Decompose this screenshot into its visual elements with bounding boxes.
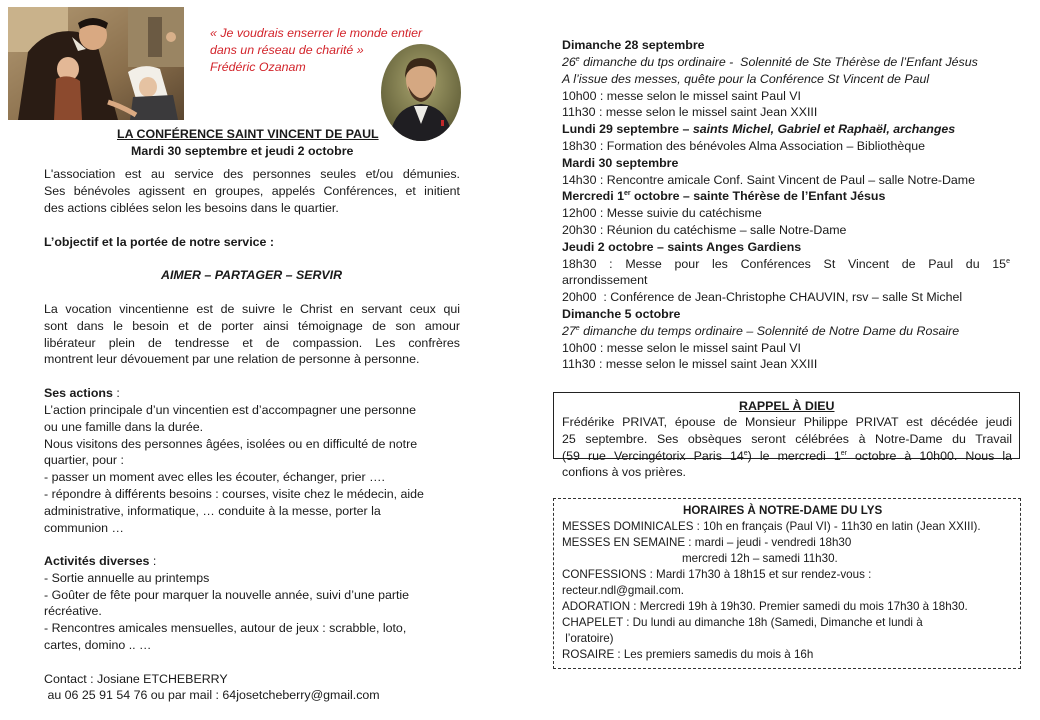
day-title: Dimanche 5 octobre	[562, 307, 681, 321]
horaires-line: MESSES DOMINICALES : 10h en français (Paul VI) - 11h30 en latin (Jean XXIII).	[562, 520, 981, 533]
vocation-line: libérateur plein de tendresse et de compassion. Les confrères	[44, 336, 460, 350]
horaires-line: l’oratoire)	[562, 632, 614, 645]
schedule-line: 14h30 : Rencontre amicale Conf. Saint Vincent de Paul – salle Notre-Dame	[562, 173, 976, 187]
day-title	[562, 121, 955, 138]
day-subtitle	[562, 323, 959, 340]
painting-image	[8, 7, 184, 120]
day-title: Mardi 30 septembre	[562, 156, 679, 170]
day-title: Dimanche 28 septembre	[562, 38, 705, 52]
schedule-line: 11h30 : messe selon le missel saint Jean XXIII	[562, 357, 818, 371]
actions-line: administrative, informatique, … conduite à la messe, porter la	[44, 504, 381, 518]
actions-line: communion …	[44, 521, 124, 535]
activities-line: - Sortie annuelle au printemps	[44, 571, 210, 585]
day-title-text: Mercredi 1	[562, 189, 624, 203]
schedule-line-cont: arrondissement	[562, 273, 648, 287]
motto: AIMER – PARTAGER – SERVIR	[161, 268, 343, 282]
contact-details[interactable]: au 06 25 91 54 76 ou par mail : 64josetcheberry@gmail.com	[44, 688, 380, 702]
day-title	[562, 188, 885, 205]
actions-line: quartier, pour :	[44, 453, 124, 467]
quote-line-1: « Je voudrais enserrer le monde entier	[210, 26, 423, 40]
ordinal-number: 27	[562, 324, 576, 338]
section-subtitle: Mardi 30 septembre et jeudi 2 octobre	[131, 144, 354, 158]
rappel-line: confions à vos prières.	[562, 465, 686, 479]
vocation-line: sont dans le besoin et de porter ainsi témoignage de son amour	[44, 319, 460, 333]
horaires-line: mercredi 12h – samedi 11h30.	[682, 552, 838, 565]
intro-line: Ses bénévoles agissent en groupes, appelés Conférences, et initient	[44, 184, 460, 198]
actions-heading	[44, 385, 120, 402]
day-title-text: octobre – sainte Thérèse de l’Enfant Jésus	[630, 189, 886, 203]
rappel-line: 25 septembre. Ses obsèques seront célébrées à Notre-Dame du Travail	[562, 432, 1012, 446]
intro-line: des actions ciblées selon les besoins dans le quartier.	[44, 201, 339, 215]
portrait-image	[381, 44, 461, 141]
actions-line: ou une famille dans la durée.	[44, 420, 204, 434]
actions-line: L’action principale d’un vincentien est d’accompagner une personne	[44, 403, 416, 417]
activities-line: cartes, domino .. …	[44, 638, 152, 652]
subtitle-text: dimanche du tps ordinaire - Solennité de Ste Thérèse de l’Enfant Jésus	[579, 55, 978, 69]
activities-line: - Goûter de fête pour marquer la nouvelle année, suivi d’une partie	[44, 588, 410, 602]
schedule-line: 11h30 : messe selon le missel saint Jean XXIII	[562, 105, 818, 119]
painting-illustration	[8, 7, 184, 120]
activities-line: - Rencontres amicales mensuelles, autour de jeux : scrabble, loto,	[44, 621, 407, 635]
horaires-line: ADORATION : Mercredi 19h à 19h30. Premier samedi du mois 17h30 à 18h30.	[562, 600, 968, 613]
horaires-line: MESSES EN SEMAINE : mardi – jeudi - vendredi 18h30	[562, 536, 852, 549]
actions-heading-text: Ses actions	[44, 386, 113, 400]
schedule-line-text: 18h30 : Messe pour les Conférences St Vincent de Paul du 15	[562, 257, 1007, 271]
schedule-line: 20h30 : Réunion du catéchisme – salle Notre-Dame	[562, 223, 847, 237]
schedule-line: 10h00 : messe selon le missel saint Paul VI	[562, 341, 801, 355]
ordinal-suffix: e	[743, 450, 748, 457]
schedule-line: 12h00 : Messe suivie du catéchisme	[562, 206, 762, 220]
activities-heading	[44, 553, 156, 570]
rappel-text: (59 rue Vercingétorix Paris 14	[562, 449, 744, 463]
intro-line: L'association est au service des personnes seules et/ou démunies.	[44, 167, 460, 181]
quote-line-2: dans un réseau de charité »	[210, 43, 364, 57]
day-subtitle	[562, 54, 978, 71]
rappel-text: octobre à 10h00. Nous la	[846, 449, 1013, 463]
ordinal-suffix: er	[840, 450, 847, 457]
ordinal-suffix: e	[1006, 258, 1010, 265]
activities-colon: :	[149, 554, 157, 568]
rappel-title: RAPPEL À DIEU	[739, 399, 835, 413]
section-title: LA CONFÉRENCE SAINT VINCENT DE PAUL	[117, 127, 379, 141]
schedule-line: 18h30 : Formation des bénévoles Alma Association – Bibliothèque	[562, 139, 925, 153]
vocation-line: La vocation vincentienne est de suivre le Christ en servant ceux qui	[44, 302, 460, 316]
actions-line: - répondre à différents besoins : courses, visite chez le médecin, aide	[44, 487, 424, 501]
ordinal-suffix: er	[623, 190, 631, 197]
horaires-line: CONFESSIONS : Mardi 17h30 à 18h15 et sur rendez-vous :	[562, 568, 872, 581]
objective-heading: L’objectif et la portée de notre service :	[44, 235, 274, 249]
ordinal-suffix: e	[575, 325, 580, 332]
quote-author: Frédéric Ozanam	[210, 60, 306, 74]
ordinal-suffix: e	[575, 56, 580, 63]
actions-line: - passer un moment avec elles les écouter, échanger, prier ….	[44, 470, 385, 484]
ordinal-number: 26	[562, 55, 576, 69]
actions-line: Nous visitons des personnes âgées, isolées ou en difficulté de notre	[44, 437, 418, 451]
day-title-text: Lundi 29 septembre –	[562, 122, 693, 136]
schedule-line: 20h00 : Conférence de Jean-Christophe CHAUVIN, rsv – salle St Michel	[562, 290, 963, 304]
schedule-line	[562, 256, 1010, 273]
day-title: Jeudi 2 octobre – saints Anges Gardiens	[562, 240, 802, 254]
contact-name: Contact : Josiane ETCHEBERRY	[44, 672, 228, 686]
subtitle-text: dimanche du temps ordinaire – Solennité de Notre Dame du Rosaire	[579, 324, 960, 338]
horaires-line: ROSAIRE : Les premiers samedis du mois à 16h	[562, 648, 814, 661]
activities-heading-text: Activités diverses	[44, 554, 150, 568]
rappel-line: Frédérike PRIVAT, épouse de Monsieur Philippe PRIVAT est décédée jeudi	[562, 415, 1012, 429]
schedule-line: 10h00 : messe selon le missel saint Paul VI	[562, 89, 801, 103]
rappel-line	[562, 448, 1012, 465]
actions-colon: :	[112, 386, 120, 400]
activities-line: récréative.	[44, 604, 102, 618]
portrait-illustration	[381, 44, 461, 141]
horaires-email[interactable]: recteur.ndl@gmail.com.	[562, 584, 684, 597]
feast-text: saints Michel, Gabriel et Raphaël, archanges	[692, 122, 956, 136]
horaires-title: HORAIRES À NOTRE-DAME DU LYS	[683, 504, 883, 517]
day-note: A l’issue des messes, quête pour la Conférence St Vincent de Paul	[562, 72, 930, 86]
rappel-text: ) le mercredi 1	[747, 449, 841, 463]
horaires-line: CHAPELET : Du lundi au dimanche 18h (Samedi, Dimanche et lundi à	[562, 616, 923, 629]
vocation-line: montrent leur dévouement par une relation de personne à personne.	[44, 352, 420, 366]
